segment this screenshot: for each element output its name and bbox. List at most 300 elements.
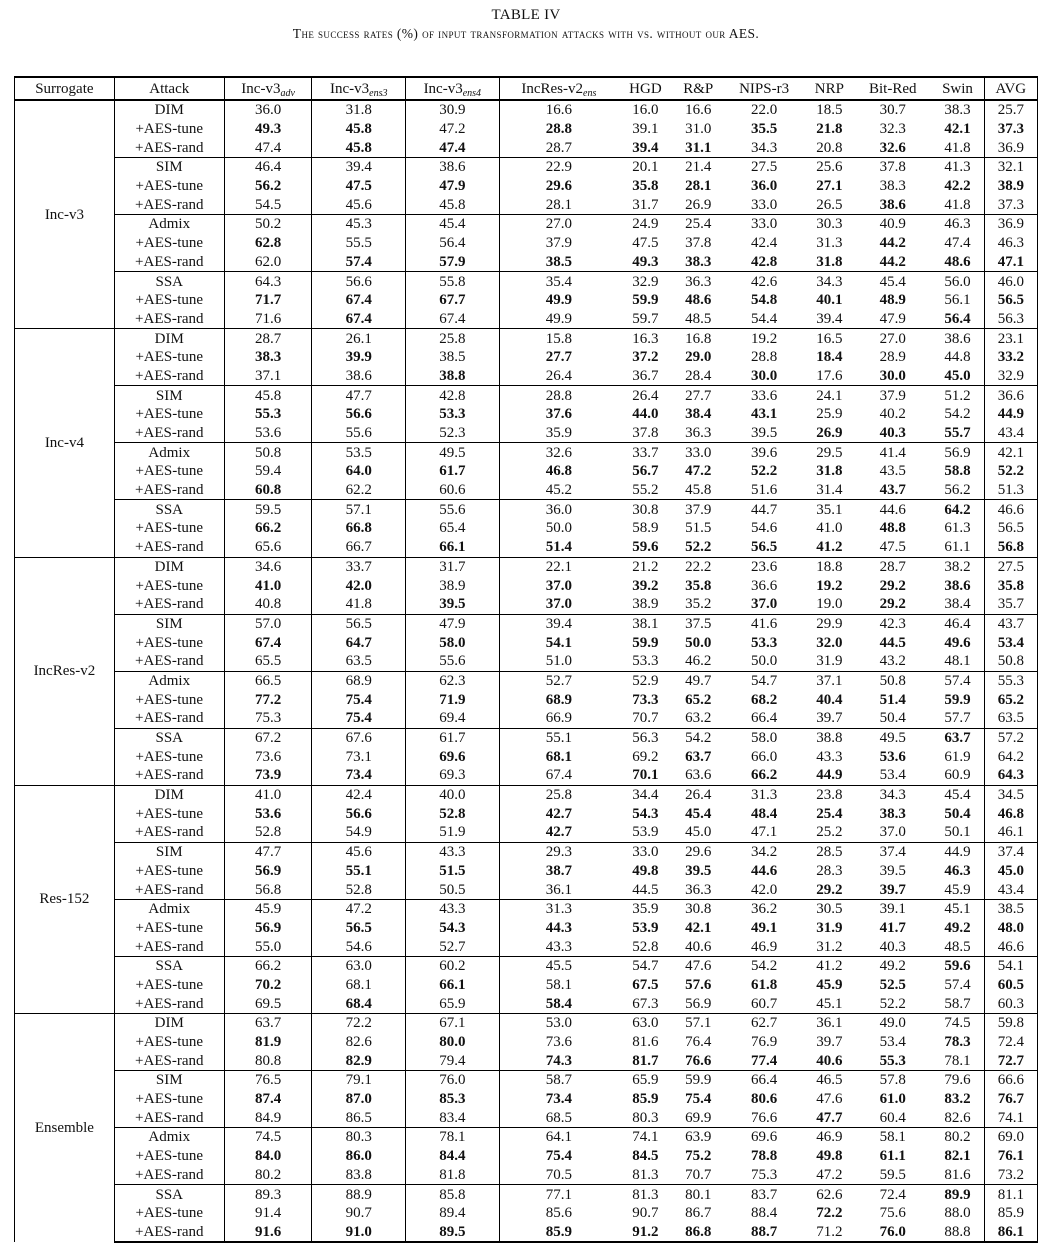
value-cell: 57.6: [685, 976, 712, 993]
value-cell: 67.4: [406, 310, 500, 329]
value-cell: 78.1: [944, 1052, 971, 1069]
value-cell: 39.7: [879, 881, 906, 898]
column-header-label: Inc-v3: [241, 80, 281, 97]
value-cell: 70.7: [685, 1166, 712, 1183]
value-cell: 67.5: [632, 976, 659, 993]
attack-cell: +AES-rand: [114, 1223, 224, 1243]
value-cell: 21.8: [816, 121, 843, 138]
value-cell: 49.6: [944, 634, 971, 651]
value-cell: 33.0: [724, 215, 805, 234]
value-cell: 47.4: [944, 235, 971, 252]
value-cell: 26.5: [816, 196, 843, 213]
value-cell: 62.6: [805, 1185, 855, 1204]
value-cell: 37.8: [854, 158, 931, 177]
value-cell: 84.0: [224, 1147, 312, 1166]
value-cell: 41.0: [816, 520, 843, 537]
value-cell: 28.1: [499, 195, 618, 214]
column-header-label: Bit-Red: [868, 80, 917, 97]
value-cell: 76.5: [224, 1071, 312, 1090]
value-cell: 52.9: [618, 671, 673, 690]
value-cell: 58.9: [632, 520, 659, 537]
value-cell: 30.9: [406, 100, 500, 120]
value-cell: 56.6: [312, 272, 406, 291]
value-cell: 42.0: [312, 576, 406, 595]
value-cell: 63.7: [931, 728, 984, 747]
value-cell: 28.3: [816, 862, 843, 879]
value-cell: 86.7: [685, 1205, 712, 1222]
column-header: [724, 77, 805, 100]
value-cell: 71.9: [406, 690, 500, 709]
value-cell: 52.2: [750, 463, 778, 480]
value-cell: 51.4: [879, 691, 906, 708]
value-cell: 76.9: [750, 1034, 778, 1051]
value-cell: 60.2: [406, 956, 500, 975]
value-cell: 16.8: [673, 329, 724, 348]
avg-cell: 32.9: [984, 367, 1037, 386]
attack-cell: +AES-rand: [114, 766, 224, 785]
value-cell: 45.9: [816, 976, 843, 993]
column-header: [805, 77, 855, 100]
attack-cell: DIM: [114, 329, 224, 348]
value-cell: 48.6: [944, 253, 971, 270]
value-cell: 54.2: [673, 728, 724, 747]
value-cell: 57.9: [406, 253, 500, 272]
avg-cell: 54.1: [984, 956, 1037, 975]
attack-cell: +AES-rand: [114, 1051, 224, 1070]
table-row: [15, 804, 1038, 823]
value-cell: 49.5: [854, 728, 931, 747]
table-row: [15, 120, 1038, 139]
value-cell: 69.2: [632, 748, 659, 765]
table-row: [15, 1223, 1038, 1243]
avg-cell: 63.5: [984, 709, 1037, 728]
avg-cell: 56.5: [984, 291, 1037, 310]
value-cell: 51.2: [931, 386, 984, 405]
value-cell: 55.8: [406, 272, 500, 291]
value-cell: 91.6: [224, 1223, 312, 1243]
value-cell: 38.3: [879, 178, 906, 195]
value-cell: 56.3: [618, 728, 673, 747]
value-cell: 69.6: [406, 747, 500, 766]
value-cell: 53.6: [224, 804, 312, 823]
attack-cell: SSA: [114, 956, 224, 975]
value-cell: 86.0: [312, 1147, 406, 1166]
value-cell: 37.8: [632, 425, 659, 442]
value-cell: 89.9: [931, 1185, 984, 1204]
avg-cell: 43.4: [984, 880, 1037, 899]
value-cell: 27.7: [499, 348, 618, 367]
value-cell: 69.9: [685, 1109, 712, 1126]
table-row: [15, 462, 1038, 481]
value-cell: 59.7: [632, 310, 659, 327]
value-cell: 66.2: [750, 767, 778, 784]
table-row: [15, 595, 1038, 614]
avg-cell: 60.5: [984, 976, 1037, 995]
value-cell: 61.0: [879, 1091, 906, 1108]
value-cell: 68.9: [499, 690, 618, 709]
value-cell: 41.0: [224, 576, 312, 595]
value-cell: 59.9: [944, 691, 971, 708]
value-cell: 42.2: [944, 178, 971, 195]
value-cell: 71.6: [224, 310, 312, 329]
value-cell: 82.6: [944, 1109, 971, 1126]
avg-cell: 52.2: [984, 462, 1037, 481]
value-cell: 45.9: [224, 899, 312, 918]
avg-cell: 36.6: [984, 386, 1037, 405]
column-header-label: AVG: [995, 80, 1027, 97]
value-cell: 80.0: [406, 1033, 500, 1052]
avg-cell: 38.9: [984, 177, 1037, 196]
value-cell: 46.3: [944, 862, 971, 879]
table-row: [15, 919, 1038, 938]
value-cell: 30.7: [879, 102, 906, 119]
column-header-label: Surrogate: [35, 80, 94, 97]
avg-cell: 56.5: [984, 519, 1037, 538]
attack-cell: DIM: [114, 1014, 224, 1033]
value-cell: 56.9: [931, 443, 984, 462]
value-cell: 65.9: [618, 1071, 673, 1090]
header-row: [15, 77, 1038, 100]
value-cell: 48.1: [944, 653, 971, 670]
attack-cell: Admix: [114, 899, 224, 918]
value-cell: 68.1: [499, 747, 618, 766]
value-cell: 28.9: [879, 349, 906, 366]
column-header: [931, 77, 984, 100]
value-cell: 45.8: [406, 195, 500, 214]
surrogate-cell: Inc-v3: [15, 100, 115, 329]
column-header-label: Inc-v3: [330, 80, 370, 97]
value-cell: 54.9: [312, 823, 406, 842]
table-row: [15, 100, 1038, 120]
value-cell: 45.8: [224, 386, 312, 405]
value-cell: 42.7: [499, 804, 618, 823]
value-cell: 35.9: [618, 899, 673, 918]
attack-cell: SIM: [114, 614, 224, 633]
value-cell: 62.8: [224, 234, 312, 253]
value-cell: 41.4: [854, 443, 931, 462]
value-cell: 75.4: [499, 1147, 618, 1166]
value-cell: 90.7: [312, 1204, 406, 1223]
value-cell: 68.5: [499, 1108, 618, 1127]
value-cell: 61.8: [750, 976, 778, 993]
value-cell: 42.4: [312, 785, 406, 804]
table-row: [15, 215, 1038, 234]
column-header-label: Swin: [942, 80, 973, 97]
value-cell: 67.1: [406, 1014, 500, 1033]
value-cell: 68.9: [312, 671, 406, 690]
value-cell: 62.7: [724, 1014, 805, 1033]
value-cell: 36.0: [224, 100, 312, 120]
value-cell: 31.3: [499, 899, 618, 918]
table-row: [15, 823, 1038, 842]
value-cell: 65.6: [224, 538, 312, 557]
value-cell: 56.5: [312, 919, 406, 938]
value-cell: 76.0: [854, 1223, 931, 1243]
column-header-label: NRP: [814, 80, 844, 97]
value-cell: 55.6: [312, 424, 406, 443]
value-cell: 45.6: [312, 842, 406, 861]
value-cell: 36.3: [685, 425, 712, 442]
value-cell: 46.9: [805, 1128, 855, 1147]
value-cell: 82.6: [312, 1033, 406, 1052]
value-cell: 56.9: [224, 919, 312, 938]
value-cell: 33.0: [750, 196, 778, 213]
value-cell: 78.8: [750, 1148, 778, 1165]
value-cell: 56.2: [944, 482, 971, 499]
table-row: [15, 177, 1038, 196]
value-cell: 28.8: [750, 349, 778, 366]
value-cell: 43.7: [879, 482, 906, 499]
table-row: [15, 405, 1038, 424]
value-cell: 34.3: [854, 785, 931, 804]
column-header: [854, 77, 931, 100]
value-cell: 51.6: [750, 482, 778, 499]
avg-cell: 37.4: [984, 842, 1037, 861]
value-cell: 49.0: [854, 1014, 931, 1033]
column-header: [114, 77, 224, 100]
value-cell: 50.5: [406, 880, 500, 899]
value-cell: 58.7: [499, 1071, 618, 1090]
value-cell: 42.8: [750, 253, 778, 270]
value-cell: 22.2: [673, 557, 724, 576]
value-cell: 83.2: [944, 1091, 971, 1108]
column-header-subscript: ens4: [462, 87, 482, 99]
value-cell: 22.9: [499, 158, 618, 177]
value-cell: 56.9: [685, 995, 712, 1012]
value-cell: 57.1: [312, 500, 406, 519]
value-cell: 30.8: [618, 500, 673, 519]
attack-cell: +AES-tune: [114, 919, 224, 938]
value-cell: 27.1: [816, 178, 843, 195]
value-cell: 42.8: [406, 386, 500, 405]
value-cell: 60.8: [224, 481, 312, 500]
value-cell: 47.9: [406, 614, 500, 633]
value-cell: 84.5: [632, 1148, 659, 1165]
avg-cell: 38.5: [984, 899, 1037, 918]
value-cell: 42.3: [854, 614, 931, 633]
avg-cell: 43.4: [984, 424, 1037, 443]
surrogate-cell: Inc-v4: [15, 329, 115, 557]
avg-cell: 85.9: [984, 1204, 1037, 1223]
value-cell: 23.6: [724, 557, 805, 576]
column-header-label: NIPS-r3: [739, 80, 790, 97]
value-cell: 76.6: [685, 1052, 712, 1069]
value-cell: 47.4: [406, 138, 500, 157]
avg-cell: 36.9: [984, 215, 1037, 234]
column-header-label: Attack: [149, 80, 190, 97]
avg-cell: 43.7: [984, 614, 1037, 633]
value-cell: 41.6: [724, 614, 805, 633]
value-cell: 44.8: [944, 349, 971, 366]
table-row: [15, 899, 1038, 918]
value-cell: 38.4: [944, 596, 971, 613]
value-cell: 44.6: [750, 862, 778, 879]
value-cell: 47.9: [879, 310, 906, 327]
value-cell: 50.1: [944, 824, 971, 841]
value-cell: 15.8: [499, 329, 618, 348]
value-cell: 81.6: [632, 1034, 659, 1051]
value-cell: 81.9: [224, 1033, 312, 1052]
value-cell: 60.4: [879, 1109, 906, 1126]
value-cell: 58.0: [724, 728, 805, 747]
value-cell: 62.2: [312, 481, 406, 500]
value-cell: 60.9: [944, 767, 971, 784]
value-cell: 53.3: [406, 405, 500, 424]
value-cell: 37.2: [632, 349, 659, 366]
value-cell: 80.2: [931, 1128, 984, 1147]
value-cell: 77.1: [499, 1185, 618, 1204]
value-cell: 64.1: [499, 1128, 618, 1147]
value-cell: 39.1: [854, 899, 931, 918]
value-cell: 56.4: [944, 310, 971, 327]
value-cell: 55.7: [944, 425, 971, 442]
value-cell: 36.7: [632, 367, 659, 384]
value-cell: 38.6: [312, 367, 406, 386]
value-cell: 49.2: [854, 956, 931, 975]
value-cell: 31.3: [816, 235, 843, 252]
value-cell: 37.6: [499, 405, 618, 424]
attack-cell: DIM: [114, 785, 224, 804]
value-cell: 28.4: [685, 367, 712, 384]
column-header: [618, 77, 673, 100]
value-cell: 44.9: [816, 767, 843, 784]
value-cell: 45.9: [944, 881, 971, 898]
value-cell: 63.6: [685, 767, 712, 784]
value-cell: 38.1: [618, 614, 673, 633]
value-cell: 53.3: [750, 634, 778, 651]
value-cell: 57.8: [854, 1071, 931, 1090]
value-cell: 29.6: [499, 177, 618, 196]
value-cell: 16.0: [632, 102, 659, 119]
value-cell: 36.1: [805, 1014, 855, 1033]
value-cell: 49.9: [499, 291, 618, 310]
value-cell: 47.4: [224, 138, 312, 157]
value-cell: 87.0: [312, 1090, 406, 1109]
value-cell: 55.1: [499, 728, 618, 747]
attack-cell: SSA: [114, 272, 224, 291]
table-row: [15, 386, 1038, 405]
value-cell: 68.4: [312, 994, 406, 1013]
value-cell: 53.9: [632, 824, 659, 841]
value-cell: 32.6: [499, 443, 618, 462]
value-cell: 52.8: [406, 804, 500, 823]
value-cell: 50.0: [685, 634, 712, 651]
avg-cell: 72.4: [984, 1033, 1037, 1052]
value-cell: 51.4: [499, 538, 618, 557]
value-cell: 72.4: [854, 1185, 931, 1204]
value-cell: 44.3: [499, 919, 618, 938]
value-cell: 54.3: [632, 805, 659, 822]
attack-cell: +AES-tune: [114, 633, 224, 652]
value-cell: 45.5: [499, 956, 618, 975]
value-cell: 31.9: [816, 653, 843, 670]
value-cell: 53.6: [879, 748, 906, 765]
value-cell: 46.4: [931, 614, 984, 633]
avg-cell: 65.2: [984, 690, 1037, 709]
value-cell: 42.1: [944, 121, 971, 138]
value-cell: 39.5: [685, 862, 712, 879]
attack-cell: SSA: [114, 728, 224, 747]
attack-cell: +AES-tune: [114, 120, 224, 139]
value-cell: 37.8: [685, 235, 712, 252]
value-cell: 31.8: [816, 253, 843, 270]
value-cell: 91.4: [224, 1204, 312, 1223]
value-cell: 59.4: [224, 462, 312, 481]
value-cell: 40.3: [879, 425, 906, 442]
table-row: [15, 234, 1038, 253]
attack-cell: +AES-tune: [114, 690, 224, 709]
value-cell: 33.6: [724, 386, 805, 405]
value-cell: 21.4: [673, 158, 724, 177]
value-cell: 67.6: [312, 728, 406, 747]
value-cell: 16.6: [685, 102, 712, 119]
value-cell: 68.2: [750, 691, 778, 708]
value-cell: 61.1: [879, 1148, 906, 1165]
table-row: [15, 253, 1038, 272]
value-cell: 55.3: [224, 405, 312, 424]
value-cell: 73.6: [499, 1033, 618, 1052]
value-cell: 28.1: [685, 178, 712, 195]
value-cell: 39.7: [816, 1034, 843, 1051]
value-cell: 54.7: [618, 956, 673, 975]
attack-cell: SIM: [114, 1071, 224, 1090]
avg-cell: 23.1: [984, 329, 1037, 348]
table-row: [15, 443, 1038, 462]
avg-cell: 37.3: [984, 120, 1037, 139]
value-cell: 56.5: [312, 614, 406, 633]
value-cell: 86.5: [312, 1108, 406, 1127]
value-cell: 67.4: [499, 766, 618, 785]
value-cell: 52.2: [685, 539, 712, 556]
table-row: [15, 1185, 1038, 1204]
value-cell: 38.5: [499, 253, 618, 272]
avg-cell: 47.1: [984, 253, 1037, 272]
value-cell: 47.5: [312, 177, 406, 196]
attack-cell: +AES-rand: [114, 367, 224, 386]
value-cell: 44.5: [879, 634, 906, 651]
avg-cell: 46.3: [984, 234, 1037, 253]
attack-cell: +AES-tune: [114, 519, 224, 538]
value-cell: 69.3: [406, 766, 500, 785]
value-cell: 45.2: [499, 481, 618, 500]
value-cell: 30.8: [673, 899, 724, 918]
value-cell: 37.9: [499, 234, 618, 253]
value-cell: 79.6: [931, 1071, 984, 1090]
avg-cell: 56.8: [984, 538, 1037, 557]
value-cell: 81.7: [632, 1052, 659, 1069]
value-cell: 88.7: [724, 1223, 805, 1243]
value-cell: 25.9: [816, 406, 843, 423]
value-cell: 54.4: [750, 310, 778, 327]
column-header-subscript: ens: [583, 87, 597, 99]
value-cell: 52.8: [224, 823, 312, 842]
table-row: [15, 766, 1038, 785]
value-cell: 45.4: [854, 272, 931, 291]
value-cell: 63.5: [312, 652, 406, 671]
value-cell: 67.3: [632, 995, 659, 1012]
value-cell: 64.2: [931, 500, 984, 519]
avg-cell: 42.1: [984, 443, 1037, 462]
avg-cell: 64.3: [984, 766, 1037, 785]
value-cell: 33.0: [673, 443, 724, 462]
table-row: [15, 158, 1038, 177]
value-cell: 80.3: [632, 1109, 659, 1126]
value-cell: 26.4: [618, 386, 673, 405]
table-number: TABLE IV: [491, 7, 561, 23]
value-cell: 54.7: [724, 671, 805, 690]
value-cell: 20.8: [816, 139, 843, 156]
value-cell: 58.1: [499, 976, 618, 995]
